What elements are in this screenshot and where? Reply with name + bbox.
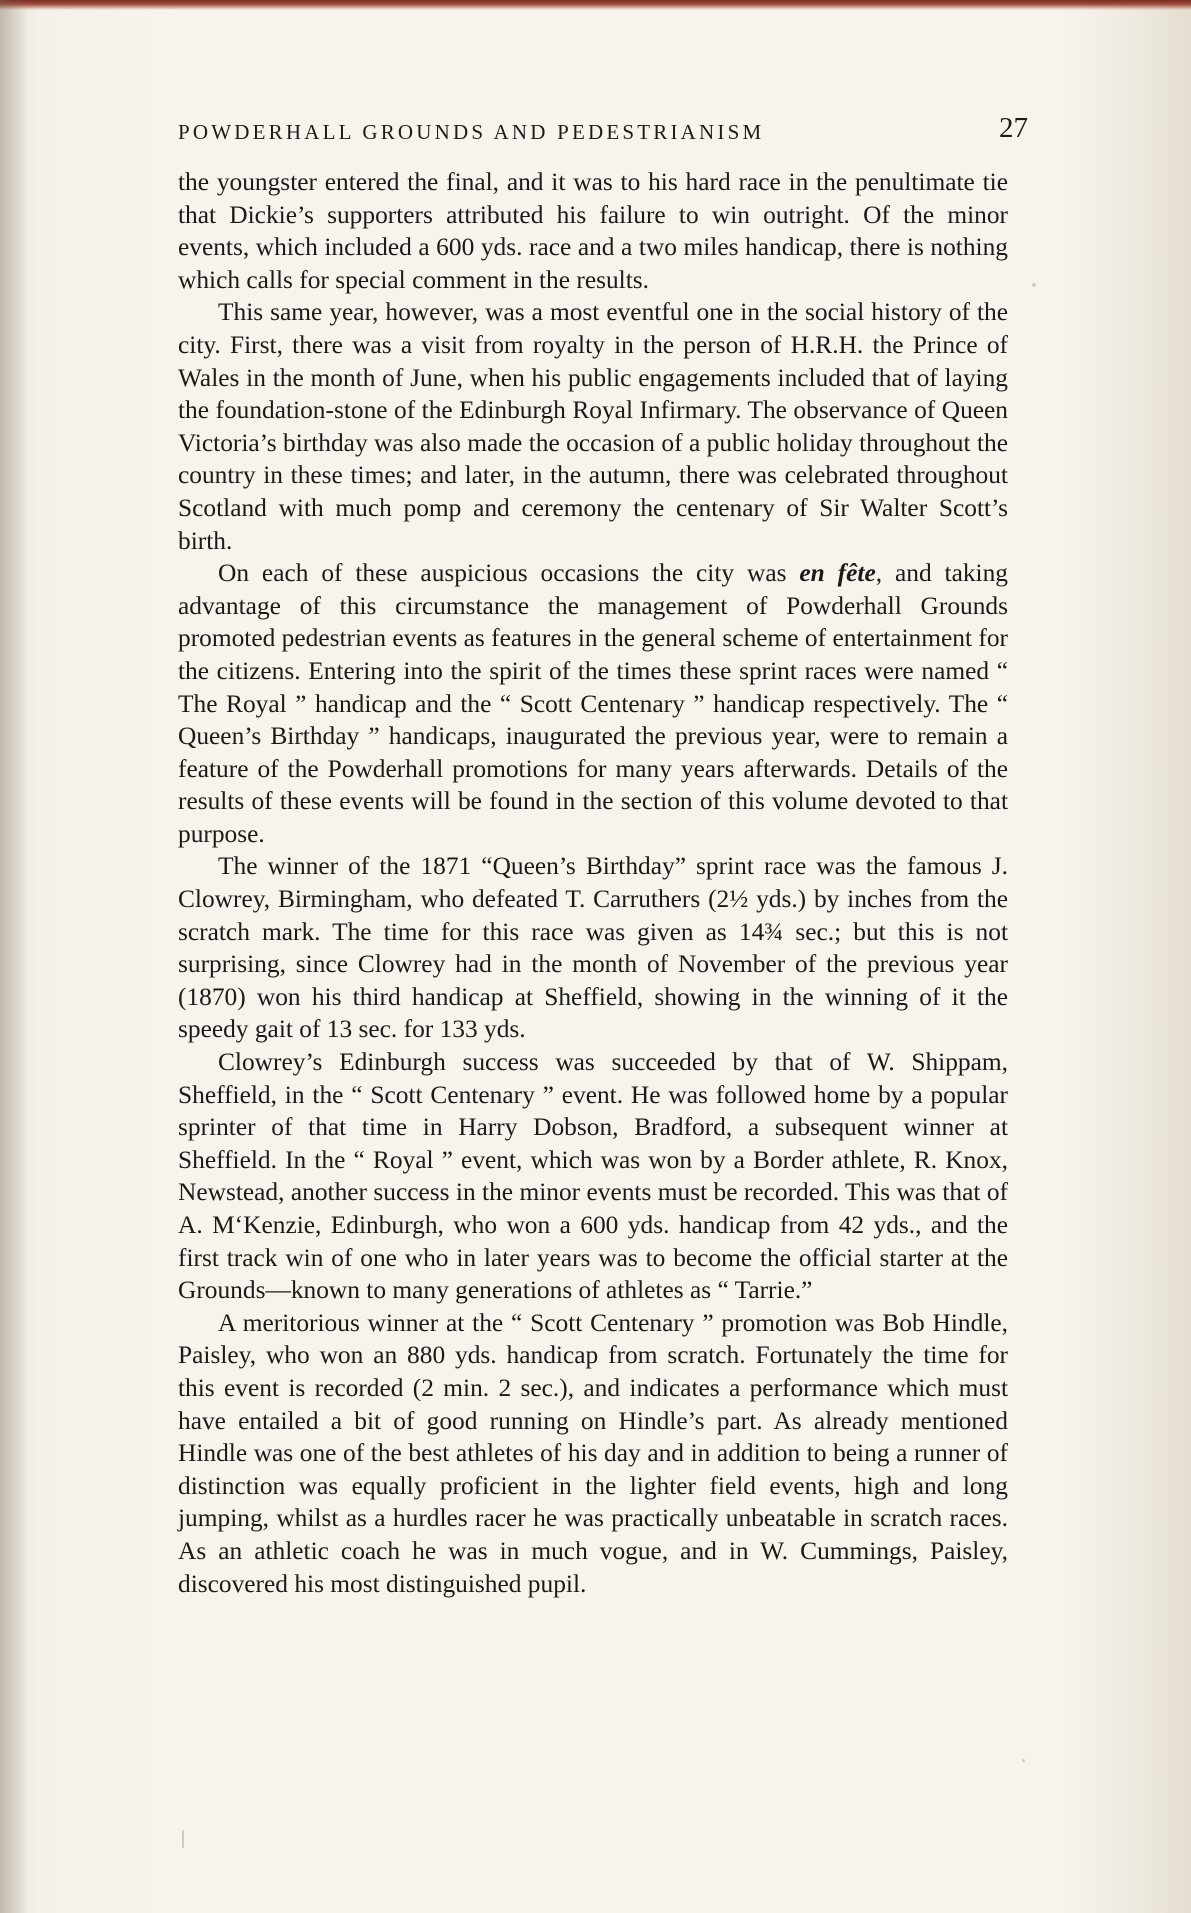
paragraph-2: This same year, however, was a most eventful one in the social history of the city. First, there was a visit from royalty in the person of H.R.H. the Prince of Wales in the month of June, when his public engagements included that of laying the foundation-stone of the Edinburgh Royal Infirmary. The observance of Queen Victoria’s birthday was also made the occasion of a public holiday throughout the country in these times; and later, in the autumn, there was celebrated throughout Scotland with much pomp and ceremony the centenary of Sir Walter Scott’s birth. — [178, 298, 1008, 555]
spine-shadow — [0, 0, 28, 1913]
body-text — [178, 166, 1008, 1600]
paragraph-3: On each of these auspicious occasions the city was en fête, and taking advantage of this circumstance the management of Powderhall Grounds promoted pedestrian events as features in the general scheme of entertainment for the citizens. Entering into the spirit of the times these sprint races were named “ The Royal ” handicap and the “ Scott Centenary ” handicap respectively. The “ Queen’s Birthday ” handicaps, inaugurated the previous year, were to remain a feature of the Powderhall promotions for many years afterwards. Details of the results of these events will be found in the section of this volume devoted to that purpose. — [178, 559, 1008, 848]
paper-fleck — [1032, 283, 1036, 287]
paragraph-6: A meritorious winner at the “ Scott Centenary ” promotion was Bob Hindle, Paisley, who won an 880 yds. handicap from scratch. Fortunately the time for this event is recorded (2 min. 2 sec.), and indicates a performance which must have entailed a bit of good running on Hindle’s part. As already mentioned Hindle was one of the best athletes of his day and in addition to being a runner of distinction was equally proficient in the lighter field events, high and long jumping, whilst as a hurdles racer he was practically unbeatable in scratch races. As an athletic coach he was in much vogue, and in W. Cummings, Paisley, discovered his most distinguished pupil. — [178, 1308, 1008, 1598]
page-top-edge — [0, 0, 1191, 10]
paper-fleck — [1022, 1759, 1025, 1762]
emphasis-en-fete: en fête — [799, 559, 876, 588]
paragraph-5: Clowrey’s Edinburgh success was succeeded by that of W. Shippam, Sheffield, in the “ Scott Centenary ” event. He was followed home by a popular sprinter of that time in Harry Dobson, Bradford, a subsequent winner at Sheffield. In the “ Royal ” event, which was won by a Border athlete, R. Knox, Newstead, another success in the minor events must be recorded. This was that of A. M‘Kenzie, Edinburgh, who won a 600 yds. handicap from 42 yds., and the first track win of one who in later years was to become the official starter at the Grounds—known to many generations of athletes as “ Tarrie.” — [178, 1048, 1008, 1305]
paragraph-1: the youngster entered the final, and it was to his hard race in the penultimate tie that Dickie’s supporters attributed his failure to win outright. Of the minor events, which included a 600 yds. race and a two miles handicap, there is nothing which calls for special comment in the results. — [178, 168, 1008, 294]
paragraph-4: The winner of the 1871 “Queen’s Birthday” sprint race was the famous J. Clowrey, Birmingham, who defeated T. Carruthers (2½ yds.) by inches from the scratch mark. The time for this race was given as 14¾ sec.; but this is not surprising, since Clowrey had in the month of November of the previous year (1870) won his third handicap at Sheffield, showing in the winning of it the speedy gait of 13 sec. for 133 yds. — [178, 852, 1008, 1044]
running-head — [178, 112, 1028, 152]
page-number: 27 — [999, 112, 1028, 144]
running-title: POWDERHALL GROUNDS AND PEDESTRIANISM — [178, 120, 765, 144]
paper-fleck — [182, 1830, 184, 1848]
